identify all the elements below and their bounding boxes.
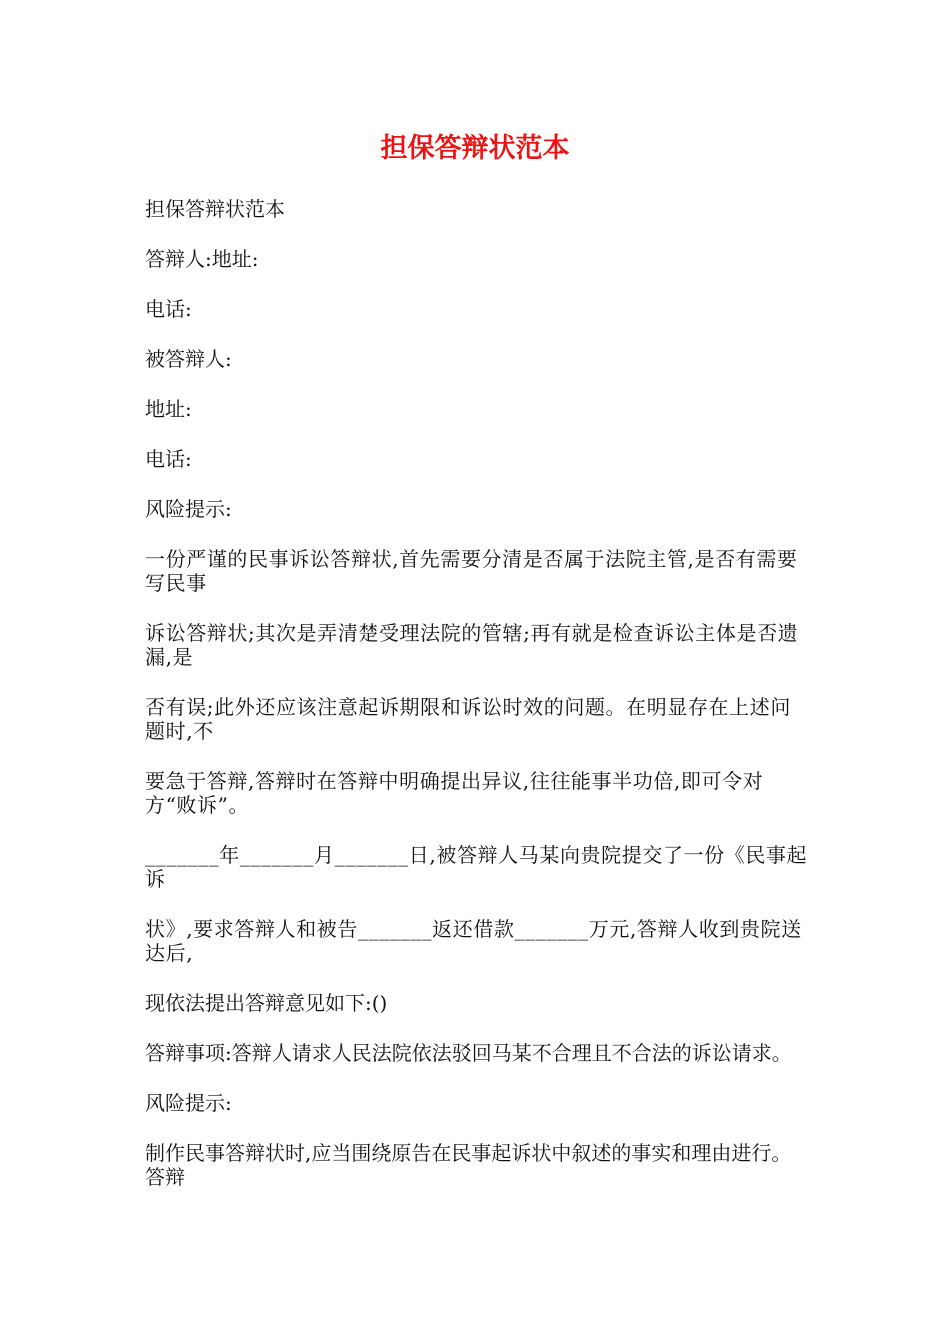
paragraph-respondent-address: 答辩人:地址: xyxy=(145,247,259,271)
paragraph-opinion-intro: 现依法提出答辩意见如下:() xyxy=(145,991,388,1015)
paragraph-claimant: 被答辩人: xyxy=(145,347,232,371)
paragraph-defense-items: 答辩事项:答辩人请求人民法院依法驳回马某不合理且不合法的诉讼请求。 xyxy=(145,1041,792,1065)
paragraph-risk-text-1: 一份严谨的民事诉讼答辩状,首先需要分清是否属于法院主管,是否有需要写民事 xyxy=(145,547,798,595)
paragraph-claimant-address: 地址: xyxy=(145,397,192,421)
paragraph-drafting-note: 制作民事答辩状时,应当围绕原告在民事起诉状中叙述的事实和理由进行。答辩 xyxy=(145,1141,792,1189)
paragraph-date-line: _______年_______月_______日,被答辩人马某向贵院提交了一份《民事起诉 xyxy=(145,843,808,891)
paragraph-claim-line: 状》,要求答辩人和被告_______返还借款_______万元,答辩人收到贵院送达后, xyxy=(145,917,802,965)
document-title: 担保答辩状范本 xyxy=(380,133,570,164)
paragraph-risk-text-4: 要急于答辩,答辩时在答辩中明确提出异议,往往能事半功倍,即可令对方“败诉”。 xyxy=(145,769,764,817)
document-body xyxy=(145,197,809,1215)
paragraph-risk-text-2: 诉讼答辩状;其次是弄清楚受理法院的管辖;再有就是检查诉讼主体是否遗漏,是 xyxy=(145,621,799,669)
paragraph-risk-heading-2: 风险提示: xyxy=(145,1091,232,1115)
paragraph-respondent-phone: 电话: xyxy=(145,297,192,321)
paragraph-subtitle: 担保答辩状范本 xyxy=(145,197,285,221)
paragraph-risk-heading: 风险提示: xyxy=(145,497,232,521)
paragraph-risk-text-3: 否有误;此外还应该注意起诉期限和诉讼时效的问题。在明显存在上述问题时,不 xyxy=(145,695,791,743)
paragraph-claimant-phone: 电话: xyxy=(145,447,192,471)
